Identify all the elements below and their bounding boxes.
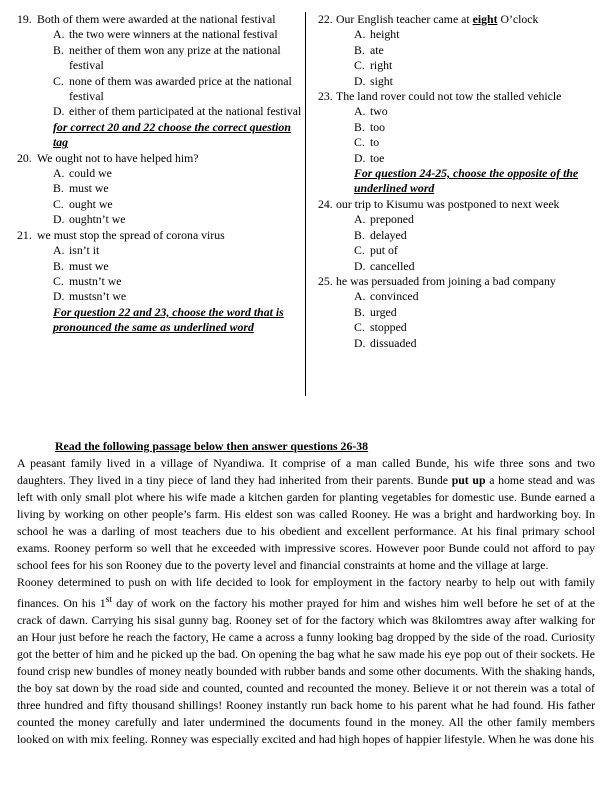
option-letter: A. [53,243,65,258]
question-text: Both of them were awarded at the national festival [37,12,276,26]
option-b [53,259,305,274]
option-text: to [370,135,380,150]
option-letter: B. [53,42,64,57]
question-heading [318,274,595,289]
option-d [354,74,595,89]
question-heading [17,12,305,27]
option-letter: B. [354,119,365,134]
option-letter: D. [53,212,65,227]
option-text: delayed [370,227,407,242]
option-d [53,104,305,119]
option-text: cancelled [370,258,415,273]
question-24 [318,197,595,274]
option-a [53,166,305,181]
option-text: the two were winners at the national festival [69,27,278,42]
question-23 [318,89,595,166]
question-19 [17,12,305,120]
option-a [354,289,595,304]
option-a [354,212,595,227]
question-text: We ought not to have helped him? [37,150,199,165]
option-text: height [370,27,400,42]
ordinal-superscript: st [105,594,113,605]
option-letter: B. [354,304,365,319]
option-letter: C. [354,135,365,150]
option-letter: D. [354,73,366,88]
right-column [306,12,595,351]
section-instruction-same-pronunciation: For question 22 and 23, choose the word that is pronounced the same as underlined word [53,304,284,335]
question-heading [17,228,305,243]
option-d [354,336,595,351]
option-letter: D. [354,258,366,273]
passage-body [17,455,595,748]
question-21 [17,228,305,305]
option-letter: B. [53,181,64,196]
question-text [336,12,595,27]
option-a [53,27,305,42]
question-heading [318,12,595,27]
question-number: 24. [318,196,333,211]
option-text: could we [69,166,112,181]
option-text: sight [370,73,393,88]
option-letter: C. [354,243,365,258]
option-a [354,27,595,42]
option-letter: B. [53,258,64,273]
option-b [53,43,305,74]
option-b [53,181,305,196]
option-c [354,320,595,335]
option-text: none of them was awarded price at the national festival [69,73,292,104]
option-text: neither of them won any prize at the national festival [69,42,281,73]
question-number: 20. [17,150,32,165]
option-c [53,197,305,212]
option-c [53,74,305,105]
option-d [53,212,305,227]
passage-text: day of work on the factory his mother prayed for him and wishes him well before he set of at the crack of dawn. Carrying his sisal gunny bag. Rooney set of for the factory which was 8kilomtres away after walking for an Hour just before he reach the factory, He came a across a funny looking bag dropped by the side of the road. Curiosity got the better of him and he picked up the bad. On opening the bag what he saw made his eye pop out of their sockets. He found crisp new bundles of money neatly bounded with rubber bands and some other documents. With the shaking hands, the boy sat down by the road side and counted, counted and recounted the money. Believe it or not therein was a total of three hundred and fifty thousand shillings! Rooney instantly run back home to his parent what he had found. His father counted the money carefully and later undermined the documents found in the money. All the other family members looked on with mix feeling. Ronney was especially excited and had high hopes of happier lifestyle. When he was done his [17,595,595,746]
question-text: we must stop the spread of corona virus [37,227,225,242]
question-text: our trip to Kisumu was postponed to next week [336,196,560,211]
question-text-after: O’clock [497,12,539,26]
option-text: right [370,58,393,73]
option-letter: D. [53,289,65,304]
question-number: 25. [318,273,333,288]
option-a [354,104,595,119]
option-letter: C. [53,196,64,211]
question-25 [318,274,595,351]
question-number: 22. [318,12,333,26]
option-a [53,243,305,258]
question-number: 21. [17,227,32,242]
option-c [53,274,305,289]
question-heading [17,151,305,166]
section-instruction-opposite: For question 24-25, choose the opposite of the underlined word [354,166,579,196]
question-text-before: Our English teacher came at [336,12,473,26]
passage-text: A peasant family lived in a village of Nyandiwa. It comprise of a man called Bunde, his wife three sons and two daughters. They lived in a tiny piece of land they had inherited from their parents. Bunde [17,456,595,487]
option-text: oughtn’t we [69,212,126,227]
option-letter: A. [354,289,366,304]
left-column [17,12,305,336]
passage-section [17,438,595,748]
option-text: mustsn’t we [69,289,127,304]
option-b [354,43,595,58]
option-d [354,151,595,166]
option-letter: A. [354,27,366,42]
section-instruction-question-tag: for correct 20 and 22 choose the correct question tag [53,119,291,150]
option-b [354,305,595,320]
option-text: urged [370,304,397,319]
option-text: two [370,104,388,119]
option-letter: A. [354,104,366,119]
option-text: put of [370,243,398,258]
passage-paragraph-1 [17,455,595,574]
option-letter: C. [53,73,64,88]
underlined-word: eight [472,12,498,26]
option-letter: C. [354,320,365,335]
question-22 [318,12,595,89]
option-letter: B. [354,42,365,57]
option-letter: A. [53,27,65,42]
option-d [53,289,305,304]
option-letter: A. [53,166,65,181]
option-text: either of them participated at the national festival [69,104,302,119]
passage-text: Rooney determined to push on with life decided to look for employment in the factory nearby to help out with family finances. On his 1 [17,575,595,610]
passage-text: a home stead and was left with only small plot where his wife made a kitchen garden for planting vegetables for domestic use. Bunde earned a living by working on other people’s farm. His eldest son was called Rooney. He was a bright and hardworking boy. In school he was a darling of most teachers due to his obedient and excellent performance. At his final primary school exams. Rooney perform so well that he exceeded with impressive scores. However poor Bunde could not afford to pay school fees for his son Rooney due to the poverty level and financial constraints at home and the village at large. [17,473,595,572]
option-b [354,120,595,135]
option-text: too [370,119,386,134]
option-letter: C. [53,273,64,288]
option-letter: D. [354,150,366,165]
question-heading [318,89,595,104]
option-text: isn’t it [69,243,100,258]
question-number: 23. [318,89,333,104]
question-number: 19. [17,12,32,26]
question-text: he was persuaded from joining a bad company [336,273,556,288]
option-b [354,228,595,243]
option-text: ought we [69,196,113,211]
option-text: toe [370,150,385,165]
bold-phrase: put up [451,473,486,487]
option-text: preponed [370,212,414,227]
option-letter: A. [354,212,366,227]
option-c [354,243,595,258]
option-text: stopped [370,320,407,335]
option-letter: D. [53,104,65,119]
question-heading [318,197,595,212]
question-text: The land rover could not tow the stalled vehicle [336,89,562,104]
option-letter: D. [354,335,366,350]
option-c [354,135,595,150]
option-c [354,58,595,73]
passage-paragraph-2 [17,574,595,748]
option-d [354,259,595,274]
option-text: ate [370,42,384,57]
option-text: convinced [370,289,419,304]
option-text: must we [69,258,109,273]
option-letter: B. [354,227,365,242]
option-text: dissuaded [370,335,417,350]
option-letter: C. [354,58,365,73]
passage-heading: Read the following passage below then answer questions 26-38 [55,439,369,453]
questions-section [17,12,595,396]
question-20 [17,151,305,228]
option-text: mustn’t we [69,273,122,288]
option-text: must we [69,181,109,196]
